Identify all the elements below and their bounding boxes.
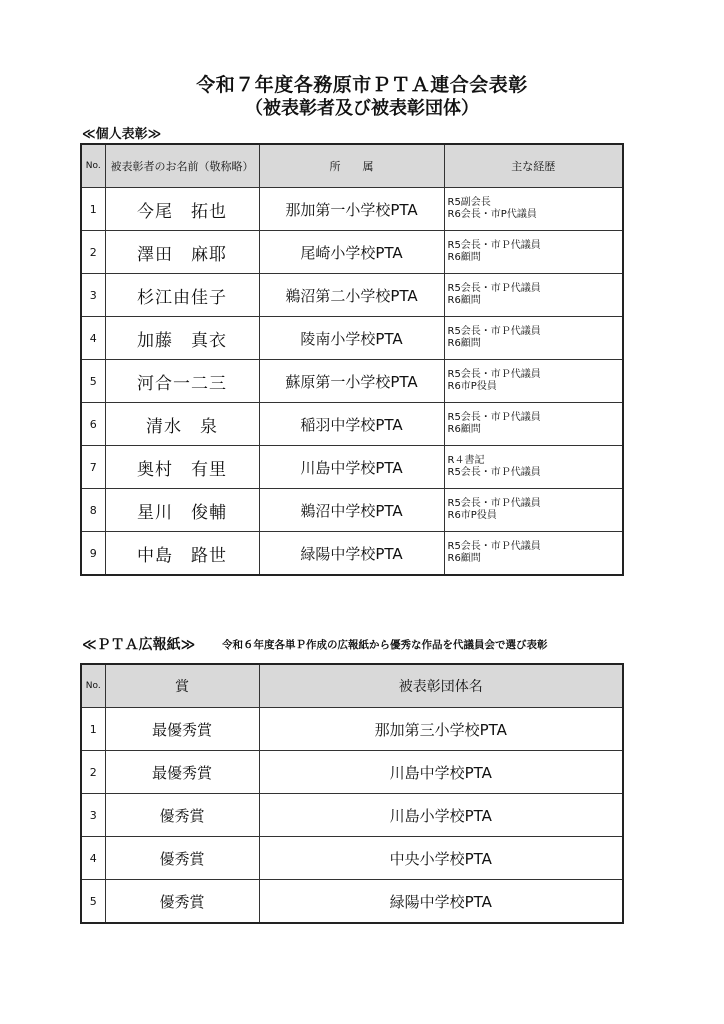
career-line: R6顧問: [447, 424, 481, 435]
career-line: R5会長・市Ｐ代議員: [447, 326, 541, 337]
career-line: R6市P役員: [447, 381, 497, 392]
table-row: [81, 708, 623, 751]
table-row: [81, 188, 623, 231]
individual-section-heading: ≪個人表彰≫: [82, 127, 162, 142]
table-row: [81, 751, 623, 794]
row-number: 6: [81, 403, 105, 446]
career: [444, 532, 623, 576]
table-row: [81, 489, 623, 532]
career-line: R6顧問: [447, 295, 481, 306]
awardee-name: 中島 路世: [105, 532, 259, 576]
row-number: 2: [81, 231, 105, 274]
career: [444, 489, 623, 532]
table-header-row: [81, 144, 623, 188]
career-line: R6顧問: [447, 553, 481, 564]
career-line: R6会長・市P代議員: [447, 209, 537, 220]
row-number: 4: [81, 317, 105, 360]
table-row: [81, 794, 623, 837]
row-number: 7: [81, 446, 105, 489]
career-line: R４書記: [447, 455, 485, 466]
header-no: No.: [81, 664, 105, 708]
career-line: R5会長・市Ｐ代議員: [447, 412, 541, 423]
group-name: 川島中学校PTA: [259, 751, 623, 794]
career: [444, 317, 623, 360]
header-affiliation: 所 属: [259, 144, 444, 188]
award-name: 優秀賞: [105, 794, 259, 837]
newspaper-section-note: 令和６年度各単Ｐ作成の広報紙から優秀な作品を代議員会で選び表彰: [222, 639, 548, 651]
award-name: 優秀賞: [105, 837, 259, 880]
affiliation: 鵜沼中学校PTA: [259, 489, 444, 532]
newspaper-section-heading: ≪ＰＴＡ広報紙≫: [82, 637, 196, 653]
row-number: 4: [81, 837, 105, 880]
career-line: R6顧問: [447, 338, 481, 349]
career: [444, 403, 623, 446]
table-row: [81, 403, 623, 446]
row-number: 3: [81, 794, 105, 837]
newspaper-awards-table: [80, 663, 624, 924]
group-name: 中央小学校PTA: [259, 837, 623, 880]
awardee-name: 清水 泉: [105, 403, 259, 446]
career-line: R5会長・市Ｐ代議員: [447, 498, 541, 509]
table-row: [81, 446, 623, 489]
career: [444, 231, 623, 274]
group-name: 緑陽中学校PTA: [259, 880, 623, 924]
career-line: R6市P役員: [447, 510, 497, 521]
career-line: R5会長・市Ｐ代議員: [447, 467, 541, 478]
header-no: No.: [81, 144, 105, 188]
career: [444, 188, 623, 231]
row-number: 9: [81, 532, 105, 576]
table-row: [81, 317, 623, 360]
affiliation: 蘇原第一小学校PTA: [259, 360, 444, 403]
table-row: [81, 880, 623, 924]
awardee-name: 澤田 麻耶: [105, 231, 259, 274]
header-name: 被表彰者のお名前（敬称略）: [105, 144, 259, 188]
awardee-name: 奥村 有里: [105, 446, 259, 489]
row-number: 8: [81, 489, 105, 532]
group-name: 川島小学校PTA: [259, 794, 623, 837]
table-row: [81, 231, 623, 274]
group-name: 那加第三小学校PTA: [259, 708, 623, 751]
document-title: 令和７年度各務原市ＰＴＡ連合会表彰: [196, 74, 528, 96]
career: [444, 446, 623, 489]
award-name: 最優秀賞: [105, 708, 259, 751]
row-number: 2: [81, 751, 105, 794]
affiliation: 川島中学校PTA: [259, 446, 444, 489]
row-number: 5: [81, 880, 105, 924]
affiliation: 那加第一小学校PTA: [259, 188, 444, 231]
affiliation: 緑陽中学校PTA: [259, 532, 444, 576]
row-number: 1: [81, 708, 105, 751]
table-row: [81, 837, 623, 880]
career-line: R5会長・市Ｐ代議員: [447, 240, 541, 251]
row-number: 5: [81, 360, 105, 403]
career-line: R6顧問: [447, 252, 481, 263]
awardee-name: 星川 俊輔: [105, 489, 259, 532]
row-number: 1: [81, 188, 105, 231]
affiliation: 稲羽中学校PTA: [259, 403, 444, 446]
awardee-name: 河合一二三: [105, 360, 259, 403]
affiliation: 尾崎小学校PTA: [259, 231, 444, 274]
table-header-row: [81, 664, 623, 708]
header-group: 被表彰団体名: [259, 664, 623, 708]
career: [444, 274, 623, 317]
awardee-name: 杉江由佳子: [105, 274, 259, 317]
award-name: 優秀賞: [105, 880, 259, 924]
career-line: R5副会長: [447, 197, 491, 208]
affiliation: 陵南小学校PTA: [259, 317, 444, 360]
career-line: R5会長・市Ｐ代議員: [447, 283, 541, 294]
awardee-name: 今尾 拓也: [105, 188, 259, 231]
row-number: 3: [81, 274, 105, 317]
individual-awards-table: [80, 143, 624, 576]
header-career: 主な経歴: [444, 144, 623, 188]
career-line: R5会長・市Ｐ代議員: [447, 541, 541, 552]
award-name: 最優秀賞: [105, 751, 259, 794]
affiliation: 鵜沼第二小学校PTA: [259, 274, 444, 317]
header-award: 賞: [105, 664, 259, 708]
career: [444, 360, 623, 403]
document-subtitle: （被表彰者及び被表彰団体）: [245, 98, 479, 119]
career-line: R5会長・市Ｐ代議員: [447, 369, 541, 380]
table-row: [81, 532, 623, 576]
awardee-name: 加藤 真衣: [105, 317, 259, 360]
table-row: [81, 274, 623, 317]
table-row: [81, 360, 623, 403]
